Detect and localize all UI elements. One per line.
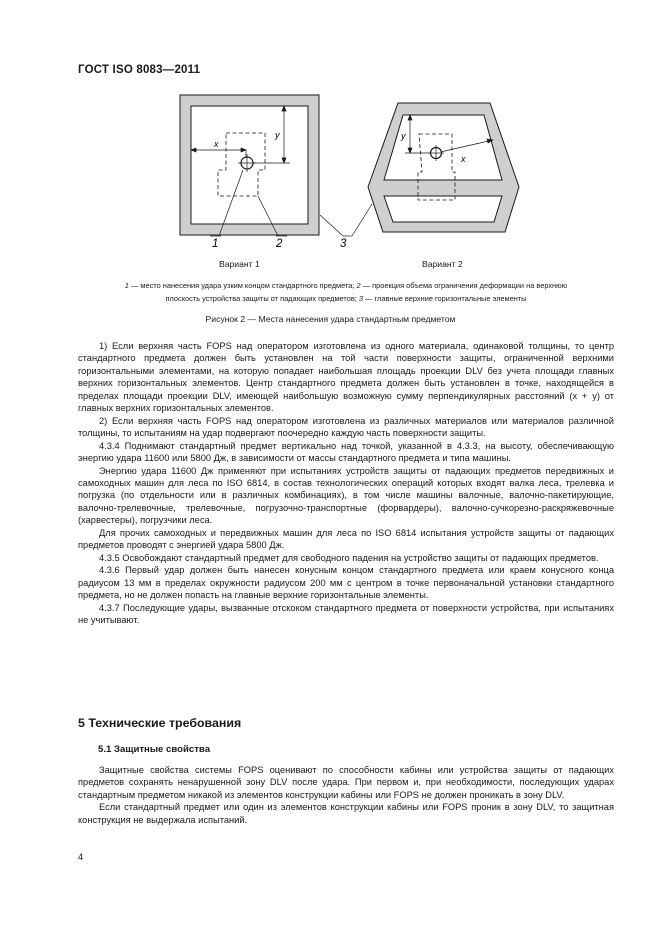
x-label-variant-1: x	[214, 139, 219, 149]
x-dimension-variant-1	[191, 148, 246, 158]
legend-text-1: — место нанесения удара узким концом стандартного предмета;	[128, 281, 357, 290]
paragraph-4-3-7: 4.3.7 Последующие удары, вызванные отскоком стандартного предмета от поверхности устройства, при испытаниях не учитывают.	[78, 602, 614, 625]
paragraph-1: 1) Если верхняя часть FOPS над оператором изготовлена из одного материала, одинаковой толщины, то центр стандартного предмета должен быть установлен на той части поверхности защиты, ограниченной верхними горизонтальными элементами, на которую попадает наибольшая площадь проекции DLV без учета площади главных верхних горизонтальных элементов. Центр стандартного предмета должен быть установлен в точке, находящейся в пределах площади проекции DLV, имеющей наибольшую возможную сумму перпендикулярных расстояний (x + y) от главных верхних горизонтальных элементов.	[78, 341, 614, 414]
paragraph-4-3-5: 4.3.5 Освобождают стандартный предмет для свободного падения на устройство защиты от падающих предметов.	[99, 552, 599, 563]
document-header: ГОСТ ISO 8083—2011	[78, 64, 201, 76]
paragraph-energy-11600: Энергию удара 11600 Дж применяют при испытаниях устройств защиты от падающих предметов передвижных и самоходных машин для леса по ISO 6814, в состав технологических операций которых входят валка леса, трелевка и погрузка (по отдельности или в различных комбинациях), в том числе машины валочные, валочно-пакетирующие, валочно-трелевочные, трелевочные, погрузочно-транспортные (форвардеры), валочно-сучкорезно-раскряжевочные (харвестеры), погрузчики леса.	[78, 465, 614, 526]
figure-legend	[76, 279, 616, 305]
variant-1-caption: Вариант 1	[219, 259, 260, 269]
variant-2-caption: Вариант 2	[422, 259, 463, 269]
y-dimension-variant-1	[250, 106, 290, 163]
paragraph-5-1-b: Если стандартный предмет или один из элементов конструкции кабины или FOPS проник в зону DLV, то защитная конструкция не выдержала испытаний.	[78, 802, 614, 825]
variant-2-frame	[368, 103, 519, 232]
section-5-heading: 5 Технические требования	[78, 716, 242, 730]
legend-num-2: 2	[356, 281, 361, 290]
callout-3: 3	[340, 238, 347, 250]
paragraph-4-3-4: 4.3.4 Поднимают стандартный предмет вертикально над точкой, указанной в 4.3.3, на высоту, обеспечивающую энергию удара 11600 или 5800 Дж, в зависимости от массы стандартного предмета и типа машины.	[78, 440, 614, 464]
paragraph-5-1-a: Защитные свойства системы FOPS оценивают по способности кабины или устройства защиты от падающих предметов сохранять ненарушенной зону DLV после удара. При первом и, при необходимости, последующих ударах стандартным предметом никакой из элементов конструкции кабины или FOPS не должен проникать в зону DLV.	[78, 765, 614, 800]
page-number: 4	[78, 852, 84, 862]
x-label-variant-2: x	[461, 154, 466, 164]
x-dimension-variant-2	[436, 139, 493, 153]
legend-text-3: — главные верхние горизонтальные элементы	[363, 294, 527, 303]
y-label-variant-2: y	[401, 131, 406, 141]
section-5-1-heading: 5.1 Защитные свойства	[98, 744, 211, 755]
body-section-5-1	[78, 764, 614, 826]
body-section-4-3	[78, 340, 614, 626]
impact-location-figure	[0, 0, 661, 300]
paragraph-4-3-6: 4.3.6 Первый удар должен быть нанесен конусным концом стандартного предмета или краем конусного конца радиусом 13 мм в пределах окружности радиусом 200 мм с центром в точке первоначальной установки стандартного предмета, но не должен попасть на главные верхние горизонтальные элементы.	[78, 565, 614, 601]
impact-point-variant-2	[428, 145, 444, 161]
callout-3-leaders	[320, 204, 372, 236]
legend-num-1: 1	[124, 281, 129, 290]
legend-text-2: — проекция объема ограничения деформации на верхнюю	[360, 281, 568, 290]
variant-2-diagram	[368, 103, 519, 232]
legend-num-3: 3	[358, 294, 363, 303]
figure-title: Рисунок 2 — Места нанесения удара стандартным предметом	[205, 314, 456, 324]
variant-1-diagram	[180, 95, 319, 250]
callout-1: 1	[212, 238, 219, 250]
impact-point-variant-1	[238, 154, 256, 172]
paragraph-2: 2) Если верхняя часть FOPS над оператором изготовлена из различных материалов или материалов различной толщины, то испытаниям на удар подвергают поочередно каждую часть поверхности защиты.	[78, 415, 614, 439]
paragraph-energy-5800: Для прочих самоходных и передвижных машин для леса по ISO 6814 испытания устройств защиты от падающих предметов проводят с энергией удара 5800 Дж.	[78, 527, 614, 551]
legend-text-2b: плоскость устройства защиты от падающих предметов;	[165, 294, 359, 303]
y-label-variant-1: y	[275, 130, 280, 140]
callout-2: 2	[276, 238, 283, 250]
